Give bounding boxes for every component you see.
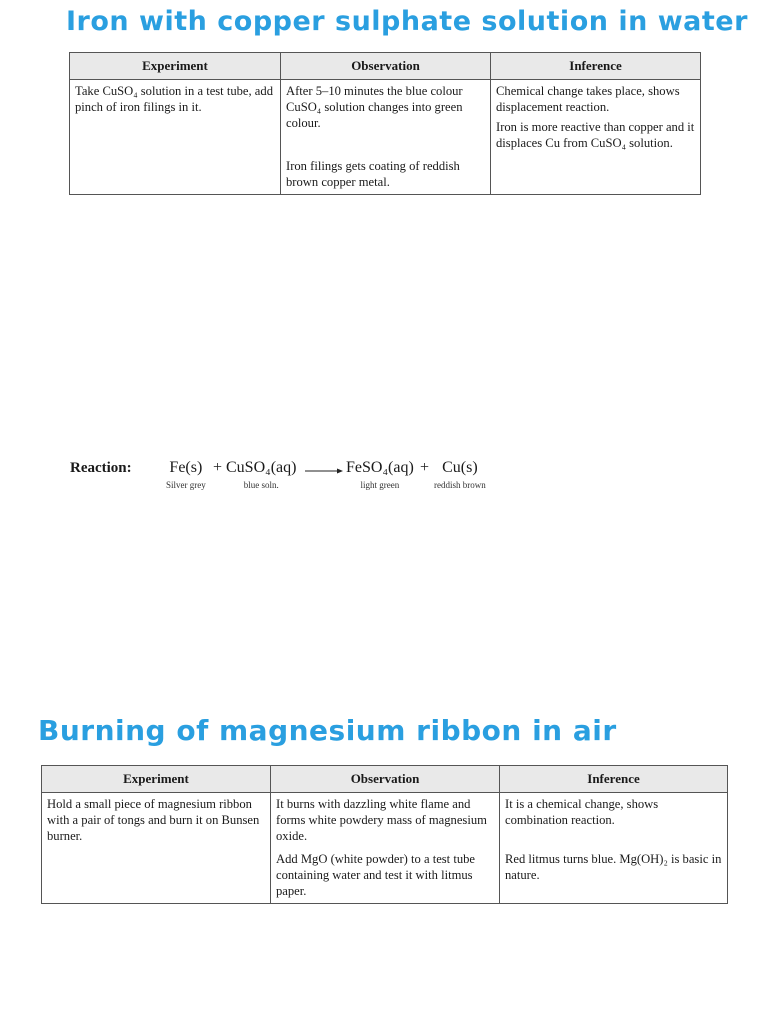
section-title-magnesium-burning: Burning of magnesium ribbon in air xyxy=(38,714,617,747)
inference-cell xyxy=(491,80,701,156)
plus-sign: + xyxy=(213,459,223,476)
formula-cu: Cu(s) xyxy=(442,459,478,476)
table-header-row xyxy=(70,53,701,80)
header-observation: Observation xyxy=(271,766,500,793)
table-row xyxy=(42,848,728,904)
table-row xyxy=(70,155,701,195)
header-inference: Inference xyxy=(500,766,728,793)
inference-text-1: It is a chemical change, shows combination reaction. xyxy=(505,797,659,827)
observation-text-2: Iron filings gets coating of reddish brown copper metal. xyxy=(286,159,460,189)
reaction-label: Reaction: xyxy=(70,460,132,476)
note-blue-soln: blue soln. xyxy=(243,480,279,490)
experiment-table-iron xyxy=(69,52,701,195)
inference-cell xyxy=(500,793,728,849)
product-copper xyxy=(434,459,486,490)
observation-cell xyxy=(281,80,491,156)
experiment-cell xyxy=(42,793,271,849)
note-reddish-brown: reddish brown xyxy=(434,480,486,490)
header-observation: Observation xyxy=(281,53,491,80)
formula-fe: Fe(s) xyxy=(169,459,203,476)
header-experiment: Experiment xyxy=(42,766,271,793)
experiment-cell-empty xyxy=(70,155,281,195)
reaction-arrow-icon xyxy=(305,467,343,475)
experiment-text: Hold a small piece of magnesium ribbon with a pair of tongs and burn it on Bunsen burner. xyxy=(47,797,260,843)
header-experiment: Experiment xyxy=(70,53,281,80)
inference-cell-empty xyxy=(491,155,701,195)
experiment-cell-empty xyxy=(42,848,271,904)
plus-sign: + xyxy=(420,459,430,476)
reactant-iron xyxy=(166,459,206,490)
experiment-text: Take CuSO₄ solution in a test tube, add pinch of iron filings in it. xyxy=(75,84,273,114)
observation-cell xyxy=(271,793,500,849)
formula-cuso4: CuSO₄(aq) xyxy=(226,459,297,476)
table-row xyxy=(42,793,728,849)
inference-cell xyxy=(500,848,728,904)
section-title-iron-copper-sulphate: Iron with copper sulphate solution in water xyxy=(66,6,748,37)
note-light-green: light green xyxy=(360,480,400,490)
inference-text-2: Iron is more reactive than copper and it displaces Cu from CuSO₄ solution. xyxy=(496,120,695,150)
reactant-copper-sulphate xyxy=(226,459,296,490)
experiment-table-magnesium xyxy=(41,765,728,904)
formula-feso4: FeSO₄(aq) xyxy=(346,459,414,476)
experiment-cell xyxy=(70,80,281,156)
inference-text-1: Chemical change takes place, shows displacement reaction. xyxy=(496,84,680,114)
table-row xyxy=(70,80,701,156)
observation-cell xyxy=(271,848,500,904)
observation-text-1: After 5–10 minutes the blue colour CuSO₄ solution changes into green colour. xyxy=(286,84,463,130)
note-silver-grey: Silver grey xyxy=(166,480,206,490)
observation-text-1: It burns with dazzling white flame and forms white powdery mass of magnesium oxide. xyxy=(276,797,487,843)
header-inference: Inference xyxy=(491,53,701,80)
inference-text-2: Red litmus turns blue. Mg(OH)₂ is basic in nature. xyxy=(505,852,722,882)
product-iron-sulphate xyxy=(346,459,414,490)
observation-text-2: Add MgO (white powder) to a test tube containing water and test it with litmus paper. xyxy=(276,852,476,898)
table-header-row xyxy=(42,766,728,793)
observation-cell xyxy=(281,155,491,195)
